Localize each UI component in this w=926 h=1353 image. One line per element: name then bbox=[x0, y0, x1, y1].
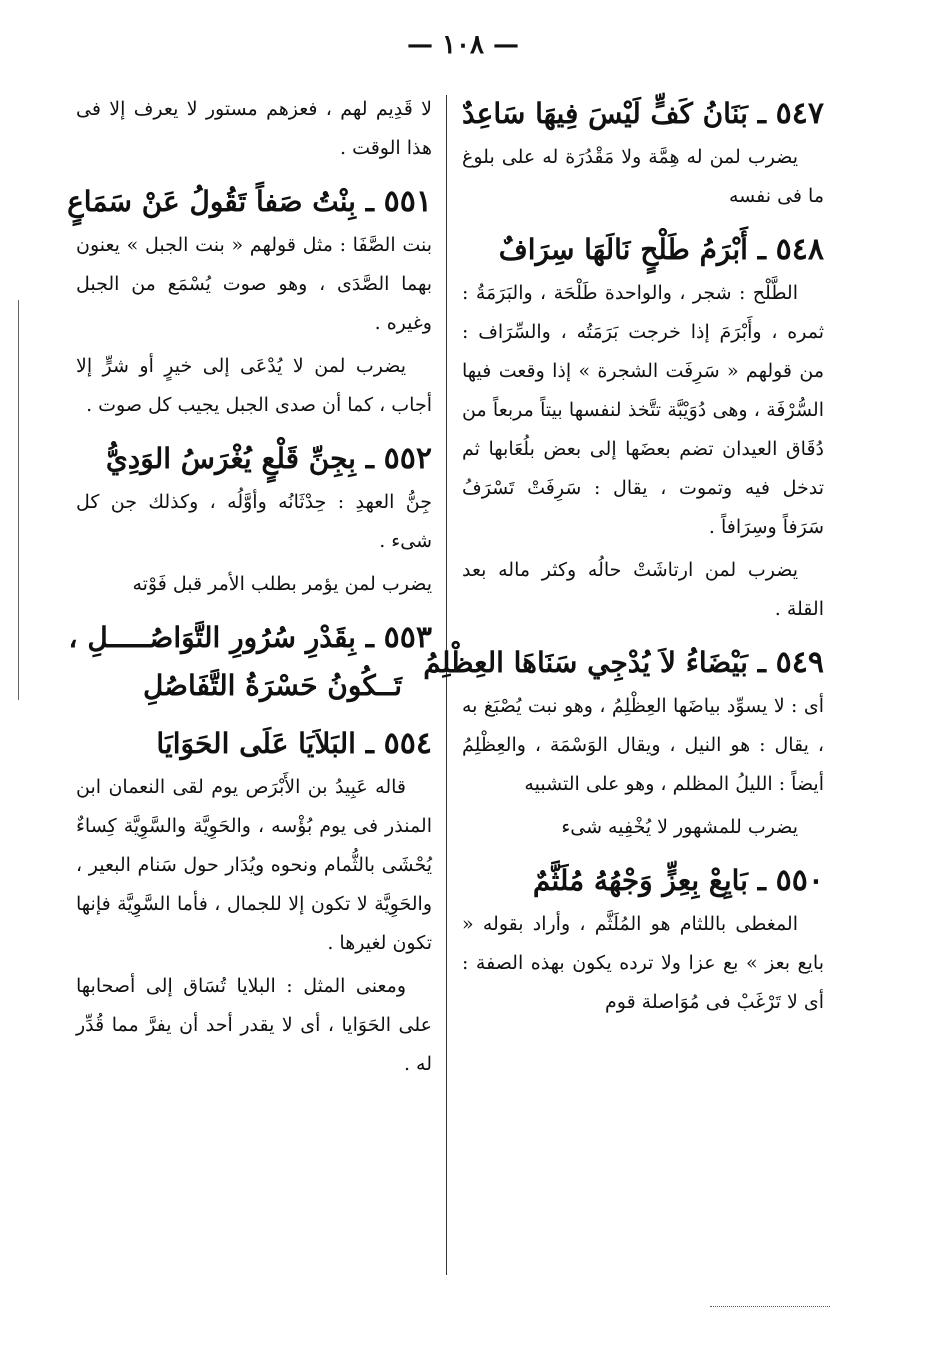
proverb-entry bbox=[423, 639, 824, 847]
continued-text bbox=[76, 90, 432, 168]
proverb-heading: ٥٤٧ ـ بَنَانُ كَفٍّ لَيْسَ فِيهَا سَاعِدٌ bbox=[461, 96, 824, 131]
proverb-number: ٥٥٤ bbox=[383, 726, 432, 761]
proverb-text: بِقَدْرِ سُرُورِ التَّوَاصُـــــلِ ، bbox=[68, 621, 356, 654]
paragraph: يضرب لمن يؤمر بطلب الأمر قبل فَوْته bbox=[132, 573, 432, 595]
proverb-heading: ٥٤٨ ـ أَبْرَمُ طَلْحٍ نَالَهَا سِرَافٌ bbox=[498, 232, 824, 267]
proverb-number: ٥٥٢ bbox=[383, 441, 432, 476]
paragraph: يضرب للمشهور لا يُخْفِيه شىء bbox=[561, 816, 798, 838]
margin-line bbox=[18, 300, 19, 700]
left-column bbox=[67, 90, 432, 1094]
proverb-entry bbox=[462, 857, 824, 1022]
paragraph: المغطى باللثام هو المُلَثَّم ، وأراد بقوله « بايع بعز » بع عزا ولا ترده يكون بهذه الصفة : أى لا تَرْغَبْ فى مُوَاصلة قوم bbox=[462, 913, 824, 1013]
paragraph: يضرب لمن لا يُدْعَى إلى خيرٍ أو شرٍّ إلا أجاب ، كما أن صدى الجبل يجيب كل صوت . bbox=[76, 355, 432, 416]
proverb-number: ٥٤٧ bbox=[775, 96, 824, 131]
proverb-text: بِجِنِّ قَلْعٍ يُغْرَسُ الوَدِيُّ bbox=[105, 442, 356, 475]
paragraph: لا قَدِيم لهم ، فعزهم مستور لا يعرف إلا فى هذا الوقت . bbox=[76, 98, 432, 159]
proverb-entry bbox=[462, 226, 824, 629]
proverb-text: بَيْضَاءُ لاَ يُدْجِي سَنَاهَا العِظْلِمُ bbox=[423, 646, 748, 679]
paragraph: بنت الصَّفَا : مثل قولهم « بنت الجبل » يعنون بهما الصَّدَى ، وهو صوت يُسْمَع من الجبل وغيره . bbox=[76, 234, 432, 334]
proverb-number: ٥٥٠ bbox=[775, 863, 824, 898]
proverb-entry bbox=[67, 178, 432, 425]
proverb-entry bbox=[76, 435, 432, 604]
proverb-text: بِنْتُ صَفاً تَقُولُ عَنْ سَمَاعٍ bbox=[67, 185, 356, 218]
proverb-heading: ٥٥١ ـ بِنْتُ صَفاً تَقُولُ عَنْ سَمَاعٍ bbox=[67, 184, 432, 219]
page-number: — ١٠٨ — bbox=[406, 30, 520, 60]
proverb-text: أَبْرَمُ طَلْحٍ نَالَهَا سِرَافٌ bbox=[498, 233, 748, 266]
footer-rule bbox=[710, 1306, 830, 1308]
paragraph: يضرب لمن له هِمَّة ولا مَقْدُرَة له على بلوغ ما فى نفسه bbox=[462, 146, 824, 207]
proverb-number: ٥٥١ bbox=[383, 184, 432, 219]
proverb-number: ٥٤٨ bbox=[775, 232, 824, 267]
proverb-heading: ٥٥٠ ـ بَايِعْ بِعِزٍّ وَجْهُهُ مُلَثَّمٌ bbox=[532, 863, 824, 898]
paragraph: قاله عَبِيدُ بن الأَبْرَص يوم لقى النعمان ابن المنذر فى يوم بُؤْسه ، والحَوِيَّة والسَّوِيَّة كِساءٌ يُحْشَى بالثُّمام ونحوه ويُدَار حول سَنام البعير ، والحَوِيَّة لا تكون إلا للجمال ، فأما السَّوِيَّة فإنها تكون لغيرها . bbox=[76, 776, 432, 954]
proverb-text: بَنَانُ كَفٍّ لَيْسَ فِيهَا سَاعِدٌ bbox=[461, 97, 748, 130]
proverb-heading-continuation: تَــكُونُ حَسْرَةُ التَّفَاصُلِ bbox=[142, 669, 402, 702]
proverb-heading: ٥٥٤ ـ البَلاَيَا عَلَى الحَوَايَا bbox=[156, 726, 432, 761]
paragraph: ومعنى المثل : البلايا تُسَاق إلى أصحابها على الحَوَايا ، أى لا يقدر أحد أن يفرَّ مما قُدِّر له . bbox=[76, 975, 432, 1075]
proverb-number: ٥٥٣ bbox=[383, 620, 432, 655]
proverb-entry bbox=[76, 720, 432, 1084]
proverb-heading: ٥٤٩ ـ بَيْضَاءُ لاَ يُدْجِي سَنَاهَا العِظْلِمُ bbox=[423, 645, 824, 680]
proverb-heading: ٥٥٢ ـ بِجِنِّ قَلْعٍ يُغْرَسُ الوَدِيُّ bbox=[105, 441, 432, 476]
paragraph: الطَّلْح : شجر ، والواحدة طَلْحَة ، والبَرَمَةُ : ثمره ، وأَبْرَمَ إذا خرجت بَرَمَتُه ، والسِّرَاف : من قولهم « سَرِفَت الشجرة » إذا وقعت فيها السُّرْفَة ، وهى دُوَيْبَّة تتَّخذ لنفسها بيتاً مربعاً من دُقَاق العيدان تضم بعضَها إلى بعض بلُعَابها ثم تدخل فيه وتموت ، يقال : سَرِفَتْ تَسْرَفُ سَرَفاً وسِرَافاً . bbox=[462, 282, 824, 538]
paragraph: أى : لا يسوِّد بياضَها العِظْلِمُ ، وهو نبت يُصْبَغ به ، يقال : هو النيل ، ويقال الوَسْمَة ، والعِظْلِمُ أيضاً : الليلُ المظلم ، وهو على التشبيه bbox=[462, 695, 824, 795]
right-column bbox=[423, 90, 824, 1032]
paragraph: يضرب لمن ارتاشَتْ حالُه وكثر ماله بعد القلة . bbox=[462, 559, 824, 620]
proverb-text: البَلاَيَا عَلَى الحَوَايَا bbox=[156, 727, 356, 760]
paragraph: جِنُّ العهدِ : حِدْثَانُه وأوَّلُه ، وكذلك جن كل شىء . bbox=[76, 491, 432, 552]
proverb-number: ٥٤٩ bbox=[775, 645, 824, 680]
proverb-entry bbox=[462, 90, 824, 216]
proverb-entry bbox=[68, 614, 432, 710]
proverb-text: بَايِعْ بِعِزٍّ وَجْهُهُ مُلَثَّمٌ bbox=[532, 864, 748, 897]
proverb-heading: ٥٥٣ ـ بِقَدْرِ سُرُورِ التَّوَاصُـــــلِ ، bbox=[68, 620, 432, 655]
